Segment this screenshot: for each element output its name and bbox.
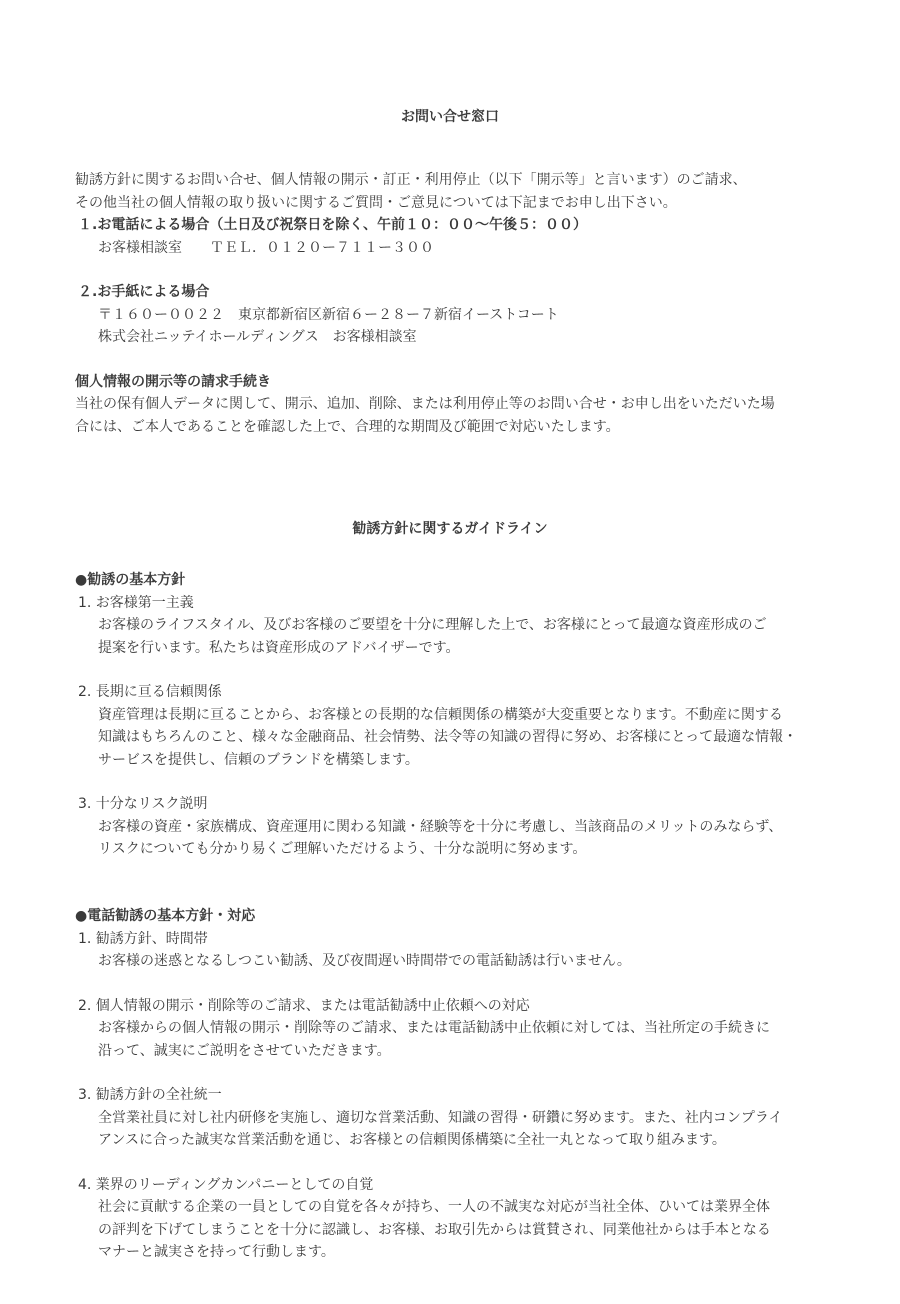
basic-policy-heading: ●勧誘の基本方針 [75,572,186,588]
guideline-basic-section [75,569,835,861]
contact-title: お問い合せ窓口 [401,109,499,125]
mail-contact-company: 株式会社ニッテイホールディングス お客様相談室 [98,329,417,345]
phone-item-3-title: 3. 勧誘方針の全社統一 [78,1087,222,1103]
basic-item-2-title: 2. 長期に亘る信頼関係 [78,684,222,700]
basic-item-2-line-3: サービスを提供し、信頼のブランドを構築します。 [98,751,419,768]
phone-item-1-title: 1. 勧誘方針、時間帯 [78,930,208,947]
disclosure-text-line-2: 合には、ご本人であることを確認した上で、合理的な期間及び範囲で対応いたします。 [75,418,620,435]
phone-item-3-line-1: 全営業社員に対し社内研修を実施し、適切な営業活動、知識の習得・研鑽に努めます。また、社内コンプライ [98,1109,783,1126]
guideline-phone-section [75,905,835,1264]
phone-item-1-line-1: お客様の迷惑となるしつこい勧誘、及び夜間遅い時間帯での電話勧誘は行いません。 [98,953,631,969]
phone-item-4-title: 4. 業界のリーディングカンパニーとしての自覚 [78,1176,374,1193]
phone-contact-line: お客様相談室 ＴＥＬ．０１２０ー７１１ー３００ [98,239,434,256]
phone-item-4-line-2: の評判を下げてしまうことを十分に認識し、お客様、お取引先からは賞賛され、同業他社からは手本となる [98,1221,771,1238]
phone-contact-heading: １.お電話による場合（土日及び祝祭日を除く、午前１０：００〜午後５：００） [78,217,588,233]
mail-contact-heading: ２.お手紙による場合 [78,284,210,300]
contact-intro-line-1: 勧誘方針に関するお問い合せ、個人情報の開示・訂正・利用停止（以下「開示等」と言います）のご請求、 [75,172,747,188]
phone-item-4-line-1: 社会に貢献する企業の一員としての自覚を各々が持ち、一人の不誠実な対応が当社全体、ひいては業界全体 [98,1199,770,1215]
basic-item-2-line-2: 知識はもちろんのこと、様々な金融商品、社会情勢、法令等の知識の習得に努め、お客様にとって最適な情報・ [98,729,798,745]
mail-contact-address: 〒１６０ー００２２ 東京都新宿区新宿６ー２８ー７新宿イーストコート [98,306,559,323]
phone-item-4-line-3: マナーと誠実さを持って行動します。 [98,1244,335,1260]
guideline-title: 勧誘方針に関するガイドライン [352,521,548,537]
phone-item-3-line-2: アンスに合った誠実な営業活動を通じ、お客様との信頼関係構築に全社一丸となって取り組みます。 [98,1132,726,1148]
phone-policy-heading: ●電話勧誘の基本方針・対応 [75,908,256,924]
phone-item-2-line-1: お客様からの個人情報の開示・削除等のご請求、または電話勧誘中止依頼に対しては、当社所定の手続きに [98,1020,770,1036]
phone-item-2-title: 2. 個人情報の開示・削除等のご請求、または電話勧誘中止依頼への対応 [78,997,530,1014]
phone-item-2-line-2: 沿って、誠実にご説明をさせていただきます。 [98,1042,391,1059]
basic-item-3-title: 3. 十分なリスク説明 [78,796,208,812]
basic-item-1-line-1: お客様のライフスタイル、及びお客様のご要望を十分に理解した上で、お客様にとって最適な資産形成のご [98,617,767,633]
basic-item-1-line-2: 提案を行います。私たちは資産形成のアドバイザーです。 [98,639,460,656]
contact-intro-line-2: その他当社の個人情報の取り扱いに関するご質問・ご意見については下記までお申し出下さい。 [75,194,677,211]
basic-item-3-line-1: お客様の資産・家族構成、資産運用に関わる知識・経験等を十分に考慮し、当該商品のメリットのみならず、 [98,818,783,835]
basic-item-2-line-1: 資産管理は長期に亘ることから、お客様との長期的な信頼関係の構築が大変重要となります。不動産に関する [98,706,783,723]
disclosure-text-line-1: 当社の保有個人データに関して、開示、追加、削除、または利用停止等のお問い合せ・お申し出をいただいた場 [75,396,775,412]
contact-body [75,169,835,438]
disclosure-heading: 個人情報の開示等の請求手続き [75,373,271,390]
basic-item-1-title: 1. お客様第一主義 [78,594,194,611]
basic-item-3-line-2: リスクについても分かり易くご理解いただけるよう、十分な説明に努めます。 [98,841,587,857]
